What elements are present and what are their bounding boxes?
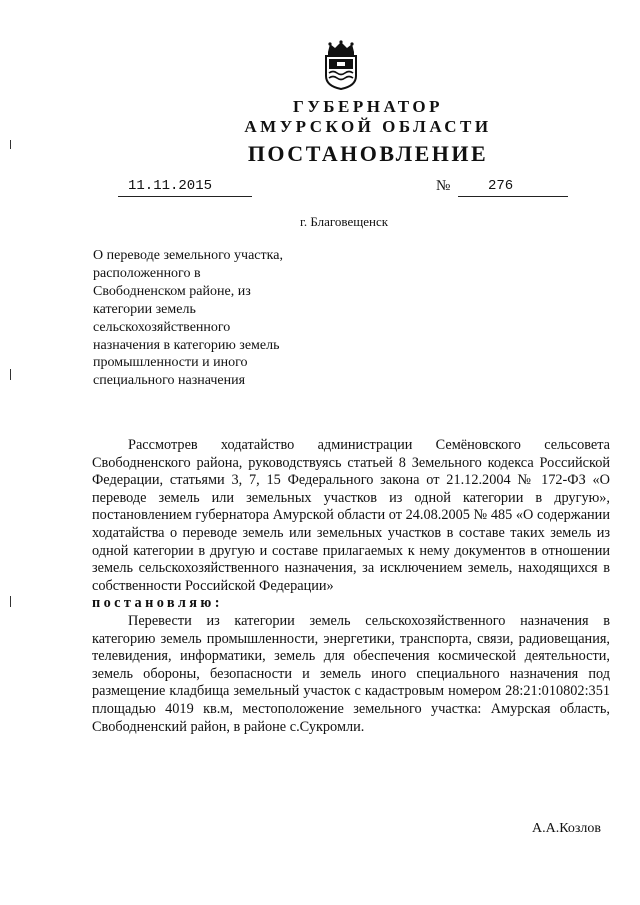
document-subject bbox=[93, 247, 323, 390]
amur-oblast-coat-of-arms-icon bbox=[320, 40, 362, 90]
governor-title: ГУБЕРНАТОР bbox=[293, 97, 443, 116]
decision-paragraph: Перевести из категории земель сельскохозяйственного назначения в категорию земель промышленности, энергетики, транспорта, связи, радиовещания, телевидения, информатики, земель для обеспечения космической деятельности, земель обороны, безопасности и земель иного специального назначения под размещение кладбища земельный участок с кадастровым номером 28:21:010802:351 площадью 4019 кв.м, местоположение земельного участка: Амурская область, Свободненский район, в районе с.Сукромли. bbox=[92, 612, 610, 735]
subject-line: Свободненском районе, из bbox=[93, 283, 251, 299]
document-type-title: ПОСТАНОВЛЕНИЕ bbox=[247, 141, 489, 166]
subject-line: сельскохозяйственного bbox=[93, 319, 231, 335]
subject-line: О переводе земельного участка, bbox=[93, 248, 283, 263]
decree-word: постановляю: bbox=[92, 595, 223, 612]
city-name: г. Благовещенск bbox=[299, 214, 389, 229]
document-body bbox=[92, 437, 610, 736]
scan-mark bbox=[10, 596, 11, 607]
subject-line: промышленности и иного bbox=[93, 355, 248, 371]
subject-line: категории земель bbox=[93, 301, 196, 317]
subject-line: назначения в категорию земель bbox=[93, 337, 280, 353]
scan-mark bbox=[10, 140, 11, 149]
document-number: 276 bbox=[458, 178, 568, 197]
region-title: АМУРСКОЙ ОБЛАСТИ bbox=[244, 117, 492, 136]
scan-mark bbox=[10, 369, 11, 380]
number-sign: № bbox=[436, 178, 451, 194]
signature-name: А.А.Козлов bbox=[532, 821, 601, 836]
subject-line: специального назначения bbox=[93, 373, 246, 389]
preamble-paragraph: Рассмотрев ходатайство администрации Семёновского сельсовета Свободненского района, руководствуясь статьей 8 Земельного кодекса Российской Федерации, статьями 3, 7, 15 Федерального закона от 21.12.2004 № 172-ФЗ «О переводе земель или земельных участков из одной категории в другую», постановлением губернатора Амурской области от 24.08.2005 № 485 «О содержании ходатайства о переводе земель или земельных участков в составе таких земель из одной категории в другую и составе прилагаемых к нему документов в отношении земель сельскохозяйственного назначения, за исключением земель, находящихся в собственности Российской Федерации» bbox=[92, 437, 610, 594]
subject-line: расположенного в bbox=[93, 265, 201, 281]
document-date: 11.11.2015 bbox=[118, 178, 252, 197]
